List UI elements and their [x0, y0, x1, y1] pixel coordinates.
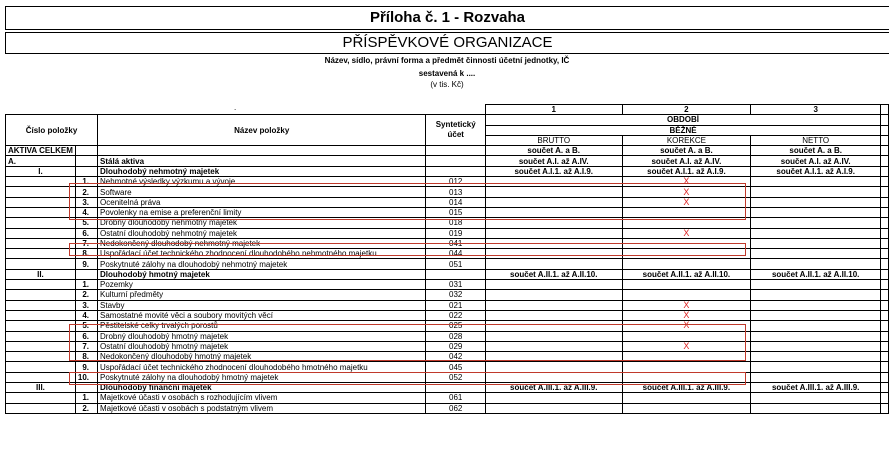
row-account: 031 — [426, 280, 486, 290]
row-name: Pozemky — [98, 280, 426, 290]
row-number: 9. — [75, 362, 97, 372]
cell-netto — [751, 197, 881, 207]
row-name: Stavby — [98, 300, 426, 310]
cell-edge — [881, 249, 889, 259]
entity-info-line: Název, sídlo, právní forma a předmět činnosti účetní jednotky, IČ — [324, 56, 570, 65]
cell-brutto — [485, 341, 622, 351]
row-account: 044 — [426, 249, 486, 259]
row-name: Kulturní předměty — [98, 290, 426, 300]
table-row — [6, 372, 889, 382]
cell-korekce: součet A. a B. — [622, 146, 751, 156]
row-number — [75, 166, 97, 176]
col-number-2: 2 — [622, 105, 751, 115]
table-row — [6, 300, 889, 310]
cell-edge — [881, 197, 889, 207]
col-number-3: 3 — [751, 105, 881, 115]
row-name: Ocenitelná práva — [98, 197, 426, 207]
row-account: 025 — [426, 321, 486, 331]
cell-netto: součet A.III.1. až A.III.9. — [751, 383, 881, 393]
row-number — [75, 146, 97, 156]
cell-edge — [881, 352, 889, 362]
cell-korekce — [622, 362, 751, 372]
row-name: Nedokončený dlouhodobý hmotný majetek — [98, 352, 426, 362]
row-name: Poskytnuté zálohy na dlouhodobý hmotný majetek — [98, 372, 426, 382]
row-account: 021 — [426, 300, 486, 310]
korekce-x-mark: X — [622, 187, 751, 197]
row-name: Nehmotné výsledky výzkumu a vývoje — [98, 177, 426, 187]
cell-netto — [751, 352, 881, 362]
table-row — [6, 177, 889, 187]
cell-korekce — [622, 280, 751, 290]
cell-korekce — [622, 393, 751, 403]
cell-brutto — [485, 372, 622, 382]
row-code — [6, 290, 76, 300]
row-name: Drobný dlouhodobý hmotný majetek — [98, 331, 426, 341]
row-code — [6, 300, 76, 310]
cell-netto — [751, 372, 881, 382]
cell-netto: součet A.II.1. až A.II.10. — [751, 269, 881, 279]
cell-netto — [751, 362, 881, 372]
row-account: 032 — [426, 290, 486, 300]
row-number: 2. — [75, 187, 97, 197]
row-name: Uspořádací účet technického zhodnocení dlouhodobého hmotného majetku — [98, 362, 426, 372]
cell-korekce: součet A.II.1. až A.II.10. — [622, 269, 751, 279]
row-number: 9. — [75, 259, 97, 269]
table-row — [6, 403, 889, 413]
row-code — [6, 403, 76, 413]
row-code — [6, 197, 76, 207]
table-row — [6, 187, 889, 197]
row-name: Software — [98, 187, 426, 197]
cell-edge — [881, 187, 889, 197]
row-number: 3. — [75, 300, 97, 310]
row-number: 10. — [75, 372, 97, 382]
header-korekce: KOREKCE — [622, 135, 751, 145]
compiled-date-line: sestavená k .... — [418, 69, 476, 78]
cell-korekce — [622, 372, 751, 382]
row-name — [98, 146, 426, 156]
row-name: Poskytnuté zálohy na dlouhodobý nehmotný majetek — [98, 259, 426, 269]
row-number: 8. — [75, 352, 97, 362]
table-row — [6, 156, 889, 166]
cell-edge — [881, 166, 889, 176]
cell-brutto — [485, 218, 622, 228]
cell-brutto — [485, 259, 622, 269]
cell-brutto: součet A.I.1. až A.I.9. — [485, 166, 622, 176]
cell-edge — [881, 228, 889, 238]
cell-edge — [881, 218, 889, 228]
header-period: OBDOBÍ — [485, 115, 880, 125]
table-row — [6, 341, 889, 351]
row-name: Dlouhodobý hmotný majetek — [98, 269, 426, 279]
korekce-x-mark: X — [622, 321, 751, 331]
cell-netto — [751, 177, 881, 187]
cell-edge — [881, 362, 889, 372]
row-name: Dlouhodobý nehmotný majetek — [98, 166, 426, 176]
row-code — [6, 218, 76, 228]
cell-korekce: součet A.I. až A.IV. — [622, 156, 751, 166]
table-row — [6, 228, 889, 238]
row-code — [6, 310, 76, 320]
cell-netto — [751, 228, 881, 238]
cell-brutto — [485, 207, 622, 217]
row-number: 4. — [75, 310, 97, 320]
cell-korekce — [622, 207, 751, 217]
row-code: III. — [6, 383, 76, 393]
cell-brutto: součet A.I. až A.IV. — [485, 156, 622, 166]
balance-sheet-table — [5, 104, 889, 414]
row-code — [6, 187, 76, 197]
cell-brutto — [485, 310, 622, 320]
cell-brutto — [485, 352, 622, 362]
header-current: BĚŽNÉ — [485, 125, 880, 135]
cell-edge — [881, 238, 889, 248]
row-account — [426, 383, 486, 393]
cell-netto — [751, 187, 881, 197]
table-row — [6, 197, 889, 207]
row-account: 019 — [426, 228, 486, 238]
row-account: 061 — [426, 393, 486, 403]
row-number — [75, 383, 97, 393]
row-number: 2. — [75, 290, 97, 300]
korekce-x-mark: X — [622, 310, 751, 320]
cell-edge — [881, 156, 889, 166]
table-row — [6, 166, 889, 176]
row-account — [426, 146, 486, 156]
table-row — [6, 383, 889, 393]
cell-brutto — [485, 238, 622, 248]
row-code — [6, 280, 76, 290]
row-name: Majetkové účasti v osobách s rozhodujícím vlivem — [98, 393, 426, 403]
header-account: Syntetický účet — [426, 115, 486, 146]
row-number: 1. — [75, 177, 97, 187]
row-number — [75, 156, 97, 166]
row-code — [6, 341, 76, 351]
table-row — [6, 249, 889, 259]
row-code — [6, 249, 76, 259]
cell-brutto: součet A. a B. — [485, 146, 622, 156]
row-account — [426, 156, 486, 166]
row-number: 6. — [75, 331, 97, 341]
row-name: Pěstitelské celky trvalých porostů — [98, 321, 426, 331]
row-account: 018 — [426, 218, 486, 228]
row-account: 013 — [426, 187, 486, 197]
row-name: Stálá aktiva — [98, 156, 426, 166]
row-number: 8. — [75, 249, 97, 259]
row-code — [6, 207, 76, 217]
cell-netto — [751, 238, 881, 248]
cell-netto — [751, 249, 881, 259]
row-name: Uspořádací účet technického zhodnocení dlouhodobého nehmotného majetku — [98, 249, 426, 259]
row-number: 5. — [75, 321, 97, 331]
row-code: A. — [6, 156, 76, 166]
document-subtitle: PŘÍSPĚVKOVÉ ORGANIZACE — [5, 32, 889, 54]
row-account: 015 — [426, 207, 486, 217]
cell-netto — [751, 218, 881, 228]
table-row — [6, 310, 889, 320]
cell-netto — [751, 280, 881, 290]
table-row — [6, 352, 889, 362]
cell-edge — [881, 207, 889, 217]
header-netto: NETTO — [751, 135, 881, 145]
cell-edge — [881, 269, 889, 279]
cell-edge — [881, 259, 889, 269]
row-code — [6, 228, 76, 238]
row-account: 045 — [426, 362, 486, 372]
row-name: Ostatní dlouhodobý nehmotný majetek — [98, 228, 426, 238]
row-name: Majetkové účasti v osobách s podstatným vlivem — [98, 403, 426, 413]
row-code — [6, 372, 76, 382]
cell-brutto — [485, 393, 622, 403]
table-row — [6, 280, 889, 290]
stray-dot: . — [234, 103, 237, 112]
cell-netto — [751, 290, 881, 300]
row-number: 3. — [75, 197, 97, 207]
cell-korekce: součet A.III.1. až A.III.9. — [622, 383, 751, 393]
row-account — [426, 166, 486, 176]
cell-netto — [751, 341, 881, 351]
cell-brutto — [485, 228, 622, 238]
row-number: 2. — [75, 403, 97, 413]
cell-edge — [881, 321, 889, 331]
cell-brutto — [485, 249, 622, 259]
row-number: 5. — [75, 218, 97, 228]
row-number — [75, 269, 97, 279]
cell-brutto — [485, 187, 622, 197]
row-code — [6, 352, 76, 362]
row-account: 051 — [426, 259, 486, 269]
cell-brutto — [485, 300, 622, 310]
row-name: Samostatné movité věci a soubory movitých věcí — [98, 310, 426, 320]
row-name: Dlouhodobý finanční majetek — [98, 383, 426, 393]
cell-korekce — [622, 290, 751, 300]
header-item-number: Číslo položky — [6, 115, 98, 146]
korekce-x-mark: X — [622, 177, 751, 187]
cell-korekce — [622, 331, 751, 341]
cell-netto — [751, 321, 881, 331]
row-number: 7. — [75, 238, 97, 248]
cell-brutto — [485, 403, 622, 413]
cell-netto — [751, 259, 881, 269]
row-name: Ostatní dlouhodobý hmotný majetek — [98, 341, 426, 351]
row-code — [6, 177, 76, 187]
row-account: 022 — [426, 310, 486, 320]
table-row — [6, 146, 889, 156]
korekce-x-mark: X — [622, 228, 751, 238]
row-account: 042 — [426, 352, 486, 362]
cell-edge — [881, 331, 889, 341]
row-code — [6, 321, 76, 331]
cell-korekce — [622, 249, 751, 259]
cell-edge — [881, 383, 889, 393]
table-row — [6, 290, 889, 300]
cell-netto: součet A.I. až A.IV. — [751, 156, 881, 166]
row-account: 052 — [426, 372, 486, 382]
korekce-x-mark: X — [622, 341, 751, 351]
cell-edge — [881, 280, 889, 290]
cell-edge — [881, 341, 889, 351]
cell-brutto — [485, 321, 622, 331]
cell-brutto — [485, 197, 622, 207]
cell-brutto — [485, 280, 622, 290]
cell-netto: součet A. a B. — [751, 146, 881, 156]
table-row — [6, 259, 889, 269]
cell-edge — [881, 393, 889, 403]
cell-korekce — [622, 352, 751, 362]
cell-netto — [751, 393, 881, 403]
row-code: AKTIVA CELKEM — [6, 146, 76, 156]
row-code: I. — [6, 166, 76, 176]
row-number: 4. — [75, 207, 97, 217]
cell-netto — [751, 300, 881, 310]
row-code — [6, 238, 76, 248]
cell-korekce — [622, 403, 751, 413]
cell-korekce — [622, 259, 751, 269]
cell-edge — [881, 310, 889, 320]
cell-brutto: součet A.III.1. až A.III.9. — [485, 383, 622, 393]
table-row — [6, 393, 889, 403]
table-row — [6, 207, 889, 217]
row-number: 6. — [75, 228, 97, 238]
row-number: 1. — [75, 280, 97, 290]
cell-netto — [751, 310, 881, 320]
row-code: II. — [6, 269, 76, 279]
row-account: 041 — [426, 238, 486, 248]
cell-brutto — [485, 331, 622, 341]
table-row — [6, 362, 889, 372]
row-account: 014 — [426, 197, 486, 207]
row-account: 028 — [426, 331, 486, 341]
row-name: Drobný dlouhodobý nehmotný majetek — [98, 218, 426, 228]
row-code — [6, 362, 76, 372]
cell-brutto — [485, 177, 622, 187]
row-number: 7. — [75, 341, 97, 351]
row-account: 029 — [426, 341, 486, 351]
cell-edge — [881, 300, 889, 310]
row-name: Nedokončený dlouhodobý nehmotný majetek — [98, 238, 426, 248]
cell-brutto — [485, 362, 622, 372]
table-row — [6, 321, 889, 331]
table-row — [6, 331, 889, 341]
cell-edge — [881, 372, 889, 382]
table-row — [6, 269, 889, 279]
document-title: Příloha č. 1 - Rozvaha — [5, 6, 889, 30]
korekce-x-mark: X — [622, 300, 751, 310]
table-row — [6, 238, 889, 248]
cell-korekce — [622, 238, 751, 248]
header-brutto: BRUTTO — [485, 135, 622, 145]
row-account: 062 — [426, 403, 486, 413]
cell-brutto — [485, 290, 622, 300]
cell-netto — [751, 207, 881, 217]
row-code — [6, 331, 76, 341]
cell-korekce — [622, 218, 751, 228]
cell-korekce: součet A.I.1. až A.I.9. — [622, 166, 751, 176]
cell-edge — [881, 146, 889, 156]
row-account — [426, 269, 486, 279]
cell-edge — [881, 290, 889, 300]
korekce-x-mark: X — [622, 197, 751, 207]
units-line: (v tis. Kč) — [430, 80, 464, 89]
row-name: Povolenky na emise a preferenční limity — [98, 207, 426, 217]
row-code — [6, 259, 76, 269]
cell-brutto: součet A.II.1. až A.II.10. — [485, 269, 622, 279]
row-number: 1. — [75, 393, 97, 403]
header-item-name: Název položky — [98, 115, 426, 146]
cell-netto — [751, 403, 881, 413]
cell-edge — [881, 403, 889, 413]
cell-edge — [881, 177, 889, 187]
cell-netto: součet A.I.1. až A.I.9. — [751, 166, 881, 176]
cell-netto — [751, 331, 881, 341]
row-account: 012 — [426, 177, 486, 187]
col-number-1: 1 — [485, 105, 622, 115]
table-row — [6, 218, 889, 228]
row-code — [6, 393, 76, 403]
